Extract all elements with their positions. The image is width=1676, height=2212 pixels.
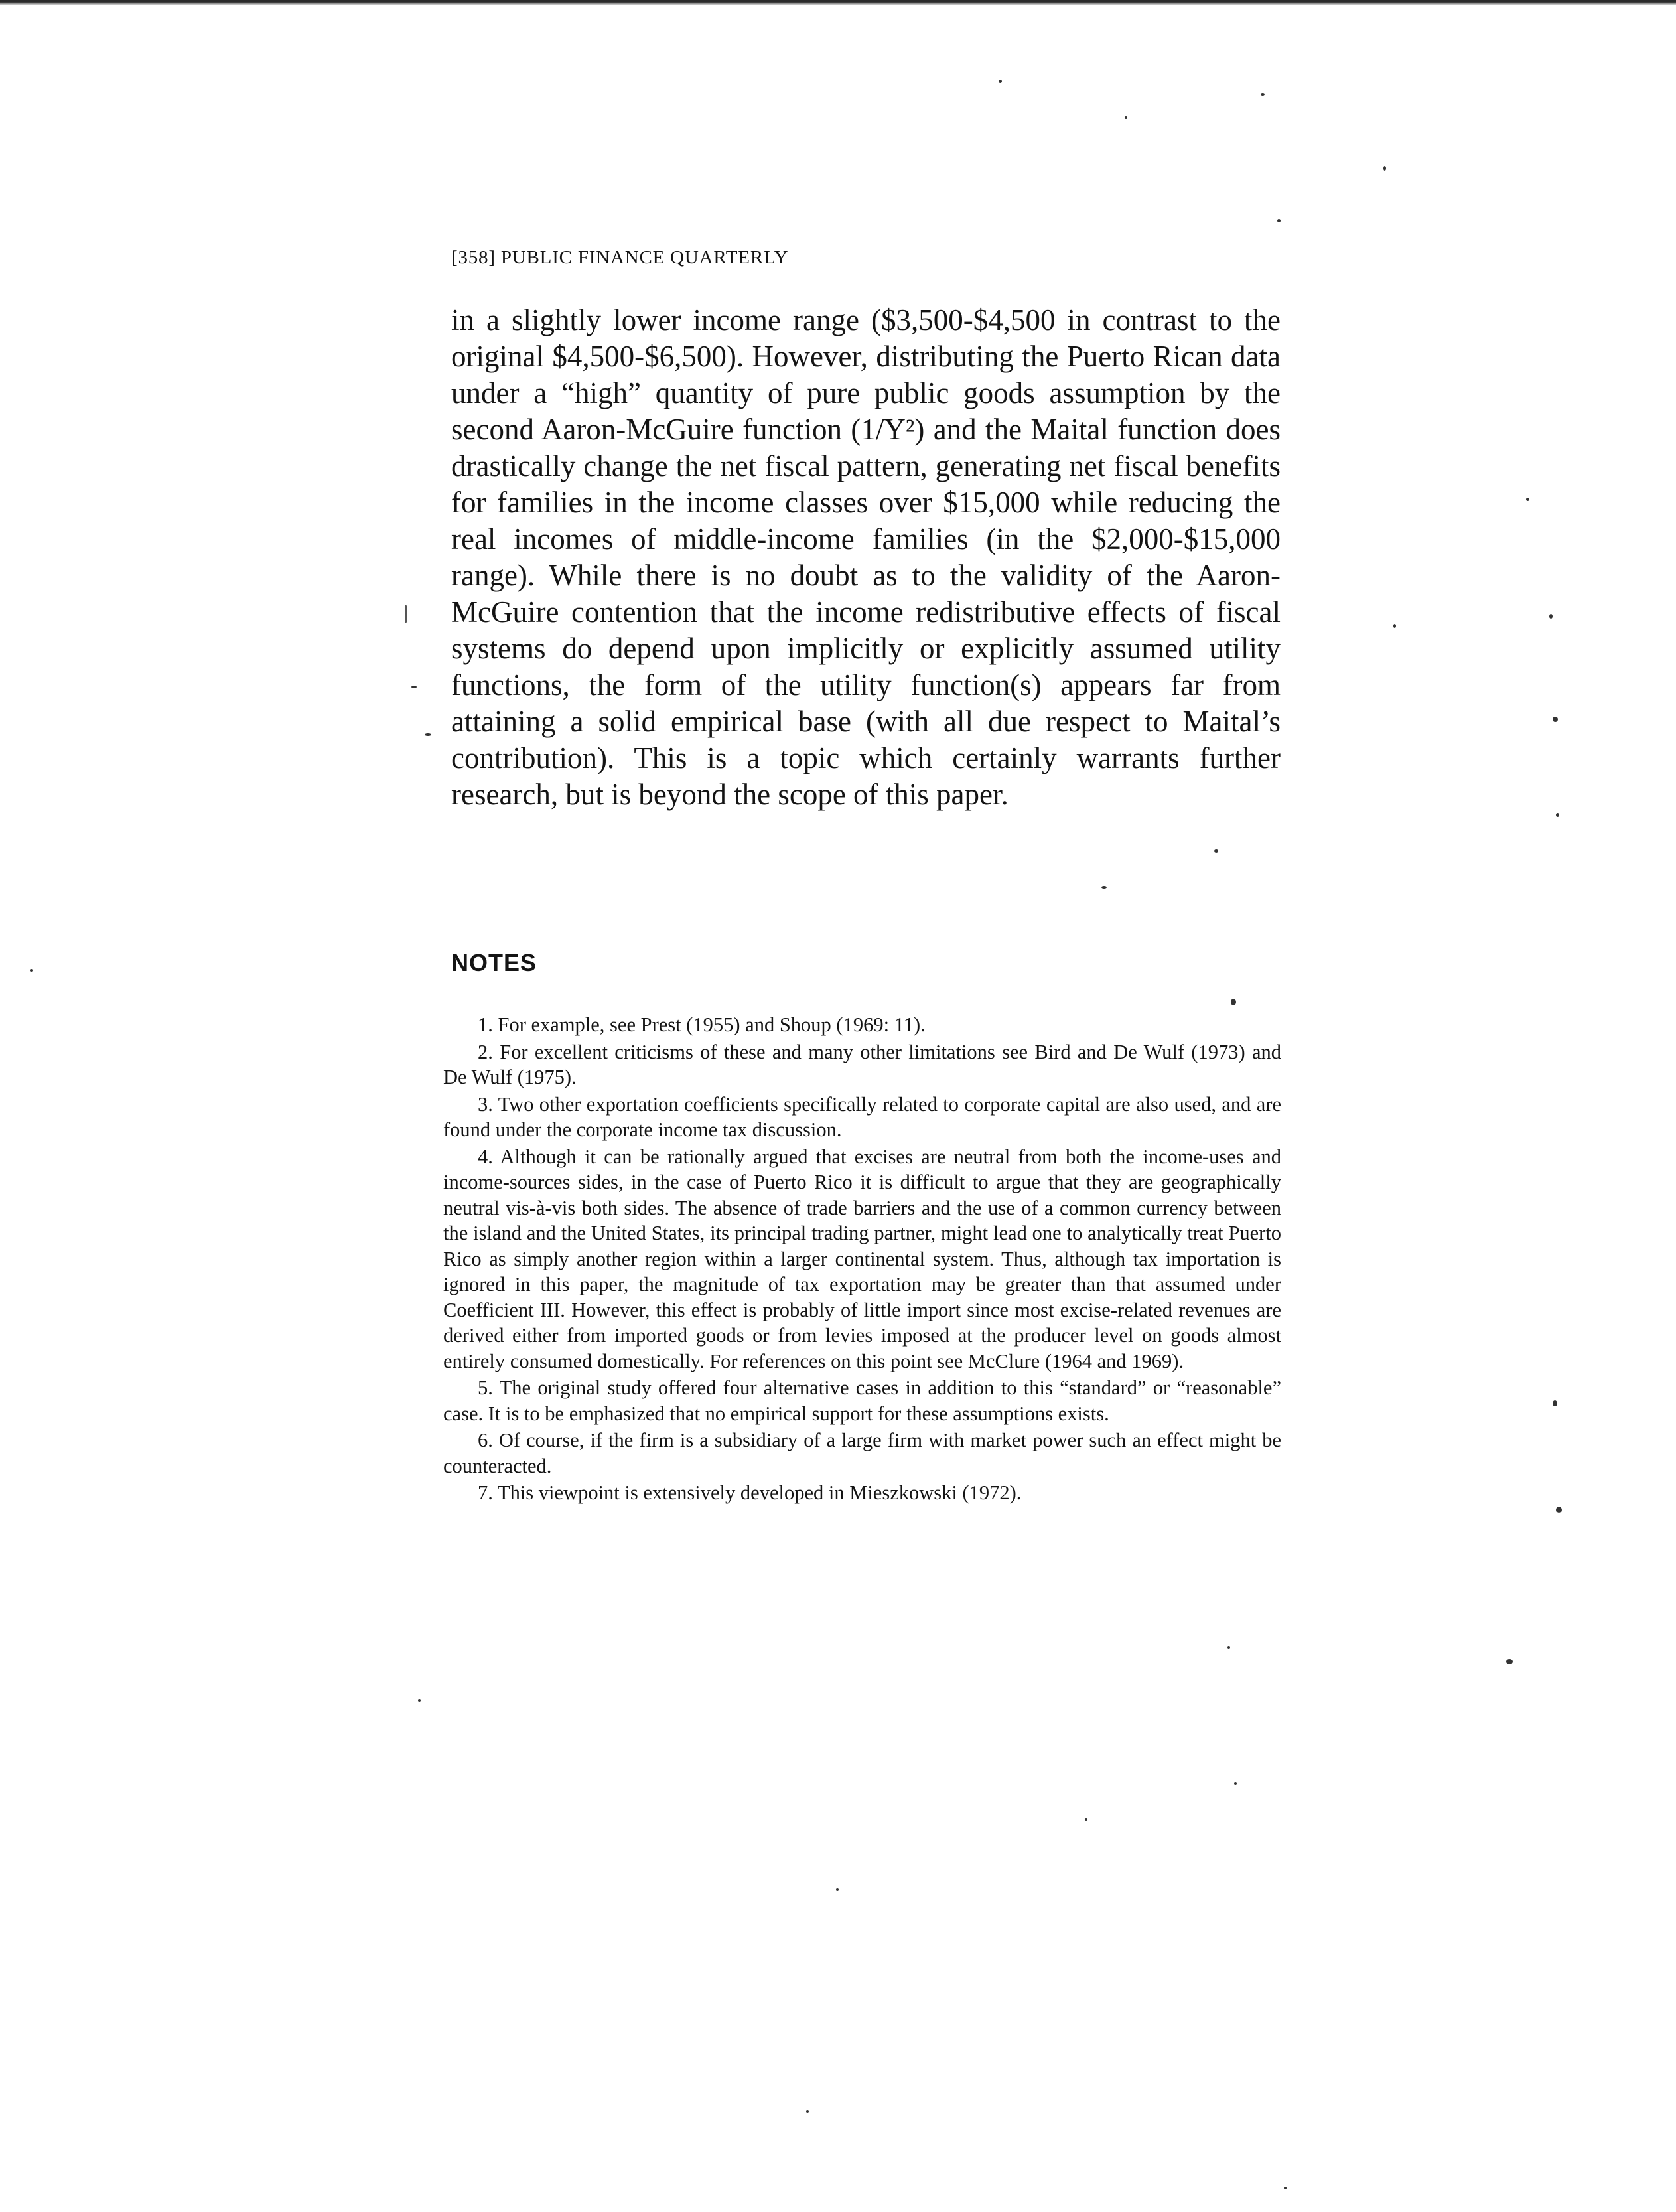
scan-speck bbox=[1227, 1646, 1230, 1649]
scan-speck bbox=[1261, 93, 1265, 96]
body-paragraph: in a slightly lower income range ($3,500-$4,500 in contrast to the original $4,500-$6,500). However, distributing the Puerto Rican data under a “high” quantity of pure public goods assumption by the second Aaron-McGuire function (1/Y²) and the Maital function does drastically change the net fiscal pattern, generating net fiscal benefits for families in the income classes over $15,000 while reducing the real incomes of middle-income families (in the $2,000-$15,000 range). While there is no doubt as to the validity of the Aaron-McGuire contention that the income redistributive effects of fiscal systems do depend upon implicitly or explicitly assumed utility functions, the form of the utility function(s) appears far from attaining a solid empirical base (with all due respect to Maital’s contribution). This is a topic which certainly warrants further research, but is beyond the scope of this paper. bbox=[451, 303, 1281, 811]
note-6: 6. Of course, if the firm is a subsidiary of a large firm with market power such an effect might be counteracted. bbox=[443, 1429, 1281, 1477]
notes-heading: NOTES bbox=[451, 949, 537, 976]
scan-speck bbox=[1277, 219, 1281, 222]
scan-speck bbox=[1234, 1782, 1237, 1785]
scan-speck bbox=[1553, 717, 1558, 722]
scan-speck bbox=[418, 1699, 421, 1702]
scan-speck bbox=[411, 686, 417, 688]
scan-speck bbox=[1284, 2187, 1287, 2189]
scan-speck bbox=[1383, 166, 1386, 171]
scan-speck bbox=[836, 1888, 839, 1891]
scan-speck bbox=[1101, 886, 1107, 889]
scan-speck bbox=[1556, 1507, 1562, 1513]
scan-speck bbox=[1506, 1659, 1513, 1664]
note-1: 1. For example, see Prest (1955) and Shoup (1969: 11). bbox=[478, 1013, 926, 1036]
scan-speck bbox=[806, 2110, 809, 2113]
scan-speck bbox=[1393, 624, 1396, 628]
scan-speck bbox=[1231, 999, 1236, 1005]
scan-speck bbox=[425, 733, 431, 736]
note-4: 4. Although it can be rationally argued that excises are neutral from both the income-uses and income-sources sides, in the case of Puerto Rico it is difficult to argue that they are geographically neutral vis-à-vis both sides. The absence of trade barriers and the use of a common currency between the island and the United States, its principal trading partner, might lead one to analytically treat Puerto Rico as simply another region within a larger continental system. Thus, although tax importation is ignored in this paper, the magnitude of tax exportation may be greater than that assumed under Coefficient III. However, this effect is probably of little import since most excise-related revenues are derived either from imported goods or from levies imposed at the producer level on goods almost entirely consumed domestically. For references on this point see McClure (1964 and 1969). bbox=[443, 1145, 1281, 1372]
scan-speck bbox=[1553, 1400, 1557, 1406]
scan-speck bbox=[1125, 116, 1127, 119]
note-7: 7. This viewpoint is extensively developed in Mieszkowski (1972). bbox=[478, 1481, 1022, 1504]
scan-speck bbox=[1556, 813, 1559, 817]
note-5: 5. The original study offered four alternative cases in addition to this “standard” or “reasonable” case. It is to be emphasized that no empirical support for these assumptions exists. bbox=[443, 1376, 1281, 1425]
scan-edge-top bbox=[0, 0, 1676, 5]
note-2: 2. For excellent criticisms of these and many other limitations see Bird and De Wulf (1973) and De Wulf (1975). bbox=[443, 1040, 1281, 1088]
scan-speck bbox=[1085, 1818, 1087, 1821]
scan-speck bbox=[1549, 614, 1553, 619]
note-3: 3. Two other exportation coefficients specifically related to corporate capital are also used, and are found under the corporate income tax discussion. bbox=[443, 1092, 1281, 1141]
scan-speck bbox=[1214, 849, 1218, 853]
notes-list bbox=[443, 1012, 1281, 1507]
scan-speck bbox=[30, 969, 33, 972]
scan-speck bbox=[405, 605, 407, 623]
running-head: [358] PUBLIC FINANCE QUARTERLY bbox=[451, 247, 789, 268]
scan-speck bbox=[1526, 498, 1529, 501]
scan-speck bbox=[999, 80, 1002, 83]
